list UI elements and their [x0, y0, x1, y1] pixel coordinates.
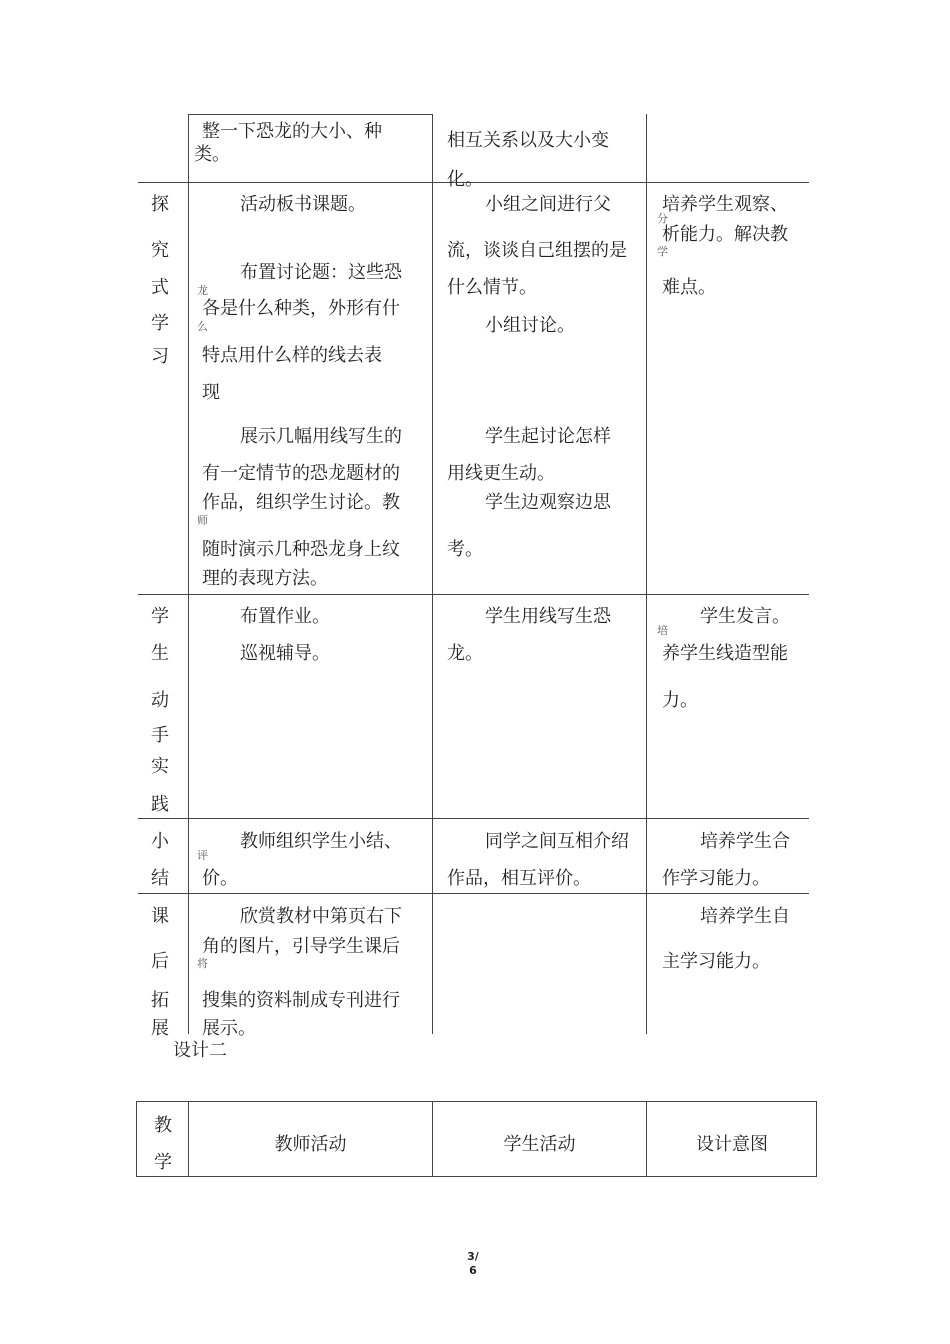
table2-header-student: 学生活动 [503, 1134, 576, 1155]
row1-student-line: 学生起讨论怎样 [485, 426, 611, 447]
row1-teacher-line: 理的表现方法。 [202, 568, 328, 589]
row1-teacher-line: 随时演示几种恐龙身上纹 [202, 539, 400, 560]
row3-student-line: 同学之间互相介绍 [485, 831, 629, 852]
row0-teacher-line2: 类。 [194, 144, 230, 165]
row2-intent-line: 学生发言。 [700, 606, 790, 627]
row1-teacher-cut: 么 [197, 320, 208, 333]
row2-intent-line: 力。 [662, 690, 698, 711]
table2-header-teacher: 教师活动 [274, 1134, 347, 1155]
row4-teacher-line: 角的图片，引导学生课后 [202, 936, 400, 957]
table1-hline-2 [138, 594, 809, 595]
row3-student-line: 作品，相互评价。 [447, 868, 591, 889]
row1-stage-char: 习 [151, 346, 169, 367]
row4-stage-char: 展 [151, 1018, 169, 1039]
row1-intent-cut: 学 [657, 245, 668, 258]
table1-vline-3 [646, 114, 647, 1034]
row1-stage-char: 探 [151, 194, 169, 215]
row2-intent-cut: 培 [657, 624, 668, 637]
row1-student-line: 小组之间进行父 [485, 194, 611, 215]
row2-stage-char: 实 [151, 756, 169, 777]
row1-teacher-line: 作品，组织学生讨论。教 [202, 492, 400, 513]
page-number-current: 3/ [467, 1250, 479, 1263]
row4-teacher-line: 搜集的资料制成专刊进行 [202, 990, 400, 1011]
row3-stage-char: 结 [151, 868, 169, 889]
row1-intent-line: 培养学生观察、 [662, 194, 788, 215]
row1-intent-line: 难点。 [662, 277, 716, 298]
row1-teacher-line: 有一定情节的恐龙题材的 [202, 463, 400, 484]
row1-student-line: 流，谈谈自己组摆的是 [447, 240, 627, 261]
row4-intent-line: 主学习能力。 [662, 951, 770, 972]
row4-teacher-line: 欣赏教材中第页右下 [240, 906, 402, 927]
page-number-total: 6 [469, 1264, 477, 1277]
row1-teacher-line: 布置讨论题：这些恐 [240, 262, 402, 283]
row1-stage-char: 究 [151, 240, 169, 261]
row4-stage-char: 课 [151, 906, 169, 927]
row3-teacher-line: 教师组织学生小结、 [240, 831, 402, 852]
row1-teacher-line: 现 [202, 382, 220, 403]
row2-student-line: 学生用线写生恐 [485, 606, 611, 627]
table1-top-border [188, 114, 433, 115]
row3-teacher-cut: 评 [197, 849, 208, 862]
row2-stage-char: 动 [151, 690, 169, 711]
row1-student-line: 学生边观察边思 [485, 492, 611, 513]
row2-intent-line: 养学生线造型能 [662, 643, 788, 664]
table1-hline-4 [138, 893, 809, 894]
row1-teacher-line: 活动板书课题。 [240, 194, 366, 215]
table2-header-stage-char: 教 [154, 1115, 172, 1136]
row1-student-line: 什么情节。 [447, 277, 537, 298]
row1-stage-char: 式 [151, 277, 169, 298]
table2-header-stage-char: 学 [154, 1152, 172, 1173]
row1-teacher-line: 各是什么种类，外形有什 [202, 298, 400, 319]
row2-stage-char: 手 [151, 725, 169, 746]
row1-student-line: 小组讨论。 [485, 315, 575, 336]
row1-stage-char: 学 [151, 313, 169, 334]
row1-intent-cut: 分 [657, 212, 668, 225]
row2-stage-char: 生 [151, 643, 169, 664]
row1-teacher-cut: 龙 [197, 284, 208, 297]
section-title: 设计二 [173, 1040, 227, 1061]
row1-student-line: 用线更生动。 [447, 463, 555, 484]
row4-stage-char: 后 [151, 951, 169, 972]
row2-student-line: 龙。 [447, 643, 483, 664]
row4-teacher-line: 展示。 [202, 1018, 256, 1039]
row4-stage-char: 拓 [151, 990, 169, 1011]
row3-stage-char: 小 [151, 831, 169, 852]
row3-intent-line: 作学习能力。 [662, 868, 770, 889]
row1-teacher-cut: 师 [197, 514, 208, 527]
table2-header-intent: 设计意图 [696, 1134, 768, 1155]
table2 [136, 1101, 817, 1177]
row0-teacher-line1: 整一下恐龙的大小、种 [202, 121, 382, 142]
row0-student-line2: 化。 [447, 169, 483, 190]
row2-stage-char: 践 [151, 794, 169, 815]
row2-teacher-line: 巡视辅导。 [240, 643, 330, 664]
row2-stage-char: 学 [151, 606, 169, 627]
table1-hline-3 [138, 818, 809, 819]
table1-vline-1 [188, 114, 189, 1034]
row1-teacher-line: 展示几幅用线写生的 [240, 426, 402, 447]
row4-teacher-cut: 将 [197, 957, 208, 970]
row1-teacher-line: 特点用什么样的线去表 [202, 345, 382, 366]
row2-teacher-line: 布置作业。 [240, 606, 330, 627]
row1-intent-line: 析能力。解决教 [662, 224, 788, 245]
row0-student-line1: 相互关系以及大小变 [447, 130, 609, 151]
row4-intent-line: 培养学生自 [700, 906, 790, 927]
row1-student-line: 考。 [447, 539, 483, 560]
row3-intent-line: 培养学生合 [700, 831, 790, 852]
table1-vline-2 [432, 114, 433, 1034]
page-number [453, 1250, 493, 1278]
row3-teacher-line: 价。 [202, 868, 238, 889]
